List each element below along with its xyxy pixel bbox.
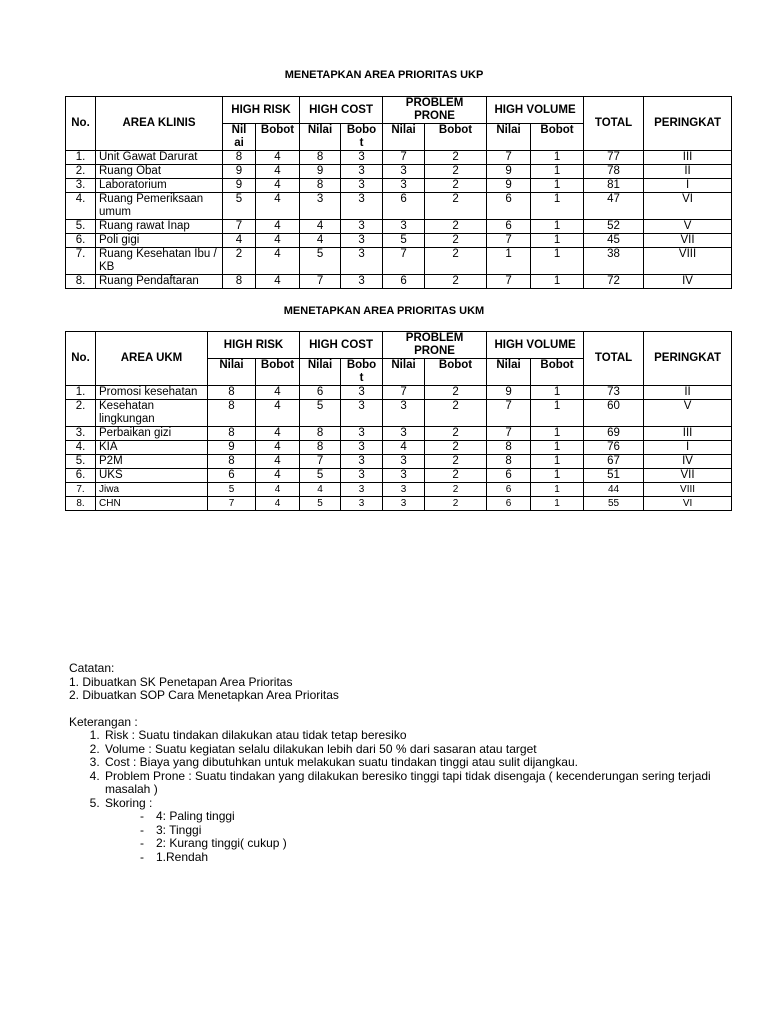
row-high-risk-nilai: 4 <box>223 234 256 248</box>
row-peringkat: IV <box>644 275 732 289</box>
row-high-cost-nilai: 8 <box>300 179 341 193</box>
row-number: 1. <box>66 151 96 165</box>
ukm-header-high-volume: HIGH VOLUME <box>487 332 584 359</box>
ukm-subheader-bobot: Bobot <box>425 359 487 386</box>
keterangan-label: Keterangan : <box>69 714 138 729</box>
row-high-cost-bobot: 3 <box>341 193 383 220</box>
ukp-table-row <box>66 193 732 220</box>
row-high-cost-nilai: 5 <box>300 400 341 427</box>
row-problem-prone-nilai: 3 <box>383 220 425 234</box>
row-total: 45 <box>584 234 644 248</box>
row-high-risk-bobot: 4 <box>256 483 300 497</box>
row-high-volume-bobot: 1 <box>531 455 584 469</box>
ukp-header-peringkat: PERINGKAT <box>644 97 732 151</box>
row-peringkat: II <box>644 386 732 400</box>
row-total: 81 <box>584 179 644 193</box>
row-high-cost-bobot: 3 <box>341 386 383 400</box>
row-high-volume-bobot: 1 <box>531 193 584 220</box>
ukp-table-row <box>66 234 732 248</box>
row-peringkat: IV <box>644 455 732 469</box>
row-number: 8. <box>66 275 96 289</box>
row-high-cost-bobot: 3 <box>341 483 383 497</box>
row-problem-prone-nilai: 3 <box>383 165 425 179</box>
row-high-cost-bobot: 3 <box>341 400 383 427</box>
row-high-risk-nilai: 7 <box>223 220 256 234</box>
row-problem-prone-nilai: 6 <box>383 275 425 289</box>
row-number: 8. <box>66 497 96 511</box>
ukm-table-row <box>66 441 732 455</box>
row-high-cost-nilai: 5 <box>300 497 341 511</box>
row-high-risk-bobot: 4 <box>256 220 300 234</box>
row-peringkat: II <box>644 165 732 179</box>
row-problem-prone-nilai: 3 <box>383 400 425 427</box>
row-peringkat: VII <box>644 234 732 248</box>
row-number: 6. <box>66 469 96 483</box>
row-number: 5. <box>66 455 96 469</box>
row-area-name: Laboratorium <box>96 179 223 193</box>
row-high-cost-bobot: 3 <box>341 179 383 193</box>
row-number: 4. <box>66 193 96 220</box>
ukm-table-row <box>66 455 732 469</box>
row-high-risk-bobot: 4 <box>256 165 300 179</box>
row-high-risk-bobot: 4 <box>256 275 300 289</box>
row-total: 77 <box>584 151 644 165</box>
row-total: 69 <box>584 427 644 441</box>
row-problem-prone-bobot: 2 <box>425 469 487 483</box>
row-high-risk-bobot: 4 <box>256 193 300 220</box>
row-high-volume-nilai: 7 <box>487 151 531 165</box>
row-high-risk-nilai: 5 <box>208 483 256 497</box>
row-high-volume-nilai: 9 <box>487 386 531 400</box>
ukp-subheader-bobot: Bobo t <box>341 124 383 151</box>
row-high-cost-nilai: 3 <box>300 193 341 220</box>
ukp-table <box>65 96 732 289</box>
ukm-title: MENETAPKAN AREA PRIORITAS UKM <box>283 305 485 317</box>
row-problem-prone-nilai: 7 <box>383 248 425 275</box>
row-total: 44 <box>584 483 644 497</box>
row-problem-prone-nilai: 3 <box>383 179 425 193</box>
ukm-subheader-bobot: Bobot <box>531 359 584 386</box>
row-high-cost-nilai: 5 <box>300 469 341 483</box>
row-area-name: Perbaikan gizi <box>96 427 208 441</box>
row-problem-prone-bobot: 2 <box>425 455 487 469</box>
row-high-volume-bobot: 1 <box>531 234 584 248</box>
row-high-risk-bobot: 4 <box>256 469 300 483</box>
row-high-volume-bobot: 1 <box>531 165 584 179</box>
ukp-header-area: AREA KLINIS <box>96 97 223 151</box>
row-peringkat: I <box>644 441 732 455</box>
ukm-table-row <box>66 469 732 483</box>
row-area-name: Ruang Kesehatan Ibu / KB <box>96 248 223 275</box>
row-high-volume-bobot: 1 <box>531 441 584 455</box>
row-high-cost-bobot: 3 <box>341 151 383 165</box>
row-peringkat: V <box>644 400 732 427</box>
ukm-header-peringkat: PERINGKAT <box>644 332 732 386</box>
ukp-subheader-nilai: Nilai <box>300 124 341 151</box>
ukp-header-high-risk: HIGH RISK <box>223 97 300 124</box>
ukm-subheader-nilai: Nilai <box>383 359 425 386</box>
row-high-volume-bobot: 1 <box>531 275 584 289</box>
row-high-risk-nilai: 8 <box>208 455 256 469</box>
row-total: 73 <box>584 386 644 400</box>
ukp-table-row <box>66 220 732 234</box>
row-peringkat: III <box>644 427 732 441</box>
row-high-volume-nilai: 9 <box>487 179 531 193</box>
ukp-header-high-volume: HIGH VOLUME <box>487 97 584 124</box>
row-total: 52 <box>584 220 644 234</box>
row-area-name: Ruang rawat Inap <box>96 220 223 234</box>
row-high-cost-bobot: 3 <box>341 455 383 469</box>
row-high-risk-nilai: 2 <box>223 248 256 275</box>
row-high-cost-nilai: 4 <box>300 220 341 234</box>
row-high-cost-bobot: 3 <box>341 497 383 511</box>
row-high-risk-nilai: 9 <box>223 165 256 179</box>
row-high-cost-bobot: 3 <box>341 165 383 179</box>
ukm-subheader-bobot: Bobo t <box>341 359 383 386</box>
ukm-subheader-nilai: Nilai <box>208 359 256 386</box>
ukm-header-high-risk: HIGH RISK <box>208 332 300 359</box>
row-high-volume-bobot: 1 <box>531 248 584 275</box>
row-problem-prone-nilai: 6 <box>383 193 425 220</box>
row-high-volume-bobot: 1 <box>531 386 584 400</box>
row-area-name: Promosi kesehatan <box>96 386 208 400</box>
row-area-name: Ruang Obat <box>96 165 223 179</box>
ukp-header-no: No. <box>66 97 96 151</box>
skoring-item: - 2: Kurang tinggi( cukup ) <box>140 837 749 851</box>
row-problem-prone-bobot: 2 <box>425 427 487 441</box>
row-high-risk-nilai: 8 <box>208 386 256 400</box>
row-high-risk-nilai: 7 <box>208 497 256 511</box>
row-high-risk-nilai: 8 <box>208 400 256 427</box>
row-area-name: Poli gigi <box>96 234 223 248</box>
ukm-subheader-nilai: Nilai <box>300 359 341 386</box>
ukm-table-row <box>66 427 732 441</box>
row-high-cost-bobot: 3 <box>341 220 383 234</box>
row-problem-prone-bobot: 2 <box>425 497 487 511</box>
row-area-name: KIA <box>96 441 208 455</box>
ukp-subheader-nilai: Nil ai <box>223 124 256 151</box>
row-problem-prone-nilai: 7 <box>383 386 425 400</box>
row-number: 7. <box>66 483 96 497</box>
row-problem-prone-bobot: 2 <box>425 441 487 455</box>
row-high-cost-nilai: 8 <box>300 427 341 441</box>
row-high-cost-bobot: 3 <box>341 234 383 248</box>
row-high-cost-nilai: 9 <box>300 165 341 179</box>
row-problem-prone-nilai: 3 <box>383 497 425 511</box>
row-high-risk-bobot: 4 <box>256 400 300 427</box>
row-high-volume-nilai: 6 <box>487 193 531 220</box>
row-number: 3. <box>66 179 96 193</box>
ukp-table-row <box>66 275 732 289</box>
ukm-table-row <box>66 483 732 497</box>
ukm-table-row <box>66 497 732 511</box>
row-high-cost-bobot: 3 <box>341 248 383 275</box>
row-problem-prone-bobot: 2 <box>425 179 487 193</box>
row-total: 67 <box>584 455 644 469</box>
row-high-risk-nilai: 9 <box>208 441 256 455</box>
row-problem-prone-bobot: 2 <box>425 275 487 289</box>
row-problem-prone-nilai: 3 <box>383 427 425 441</box>
row-problem-prone-bobot: 2 <box>425 483 487 497</box>
row-high-risk-bobot: 4 <box>256 234 300 248</box>
ukp-header-problem-prone: PROBLEM PRONE <box>383 97 487 124</box>
row-total: 60 <box>584 400 644 427</box>
row-area-name: Kesehatan lingkungan <box>96 400 208 427</box>
row-area-name: CHN <box>96 497 208 511</box>
keterangan-item: 1. Risk : Suatu tindakan dilakukan atau tidak tetap beresiko <box>103 729 749 743</box>
row-high-cost-nilai: 6 <box>300 386 341 400</box>
row-high-volume-nilai: 7 <box>487 400 531 427</box>
ukp-table-row <box>66 179 732 193</box>
ukm-header-high-cost: HIGH COST <box>300 332 383 359</box>
skoring-item: - 4: Paling tinggi <box>140 810 749 824</box>
row-total: 78 <box>584 165 644 179</box>
row-area-name: Jiwa <box>96 483 208 497</box>
row-high-volume-nilai: 1 <box>487 248 531 275</box>
row-problem-prone-bobot: 2 <box>425 193 487 220</box>
keterangan-item: 2. Volume : Suatu kegiatan selalu dilakukan lebih dari 50 % dari sasaran atau target <box>103 743 749 757</box>
row-problem-prone-bobot: 2 <box>425 165 487 179</box>
row-problem-prone-nilai: 7 <box>383 151 425 165</box>
row-total: 76 <box>584 441 644 455</box>
ukp-subheader-bobot: Bobot <box>256 124 300 151</box>
row-peringkat: VII <box>644 469 732 483</box>
keterangan-item: 4. Problem Prone : Suatu tindakan yang dilakukan beresiko tinggi tapi tidak disengaja ( kecenderungan sering terjadi masalah ) <box>103 770 749 797</box>
row-high-cost-nilai: 8 <box>300 441 341 455</box>
ukm-table-row <box>66 400 732 427</box>
row-high-volume-bobot: 1 <box>531 220 584 234</box>
ukp-header-high-cost: HIGH COST <box>300 97 383 124</box>
row-problem-prone-nilai: 3 <box>383 469 425 483</box>
row-high-cost-bobot: 3 <box>341 441 383 455</box>
ukp-subheader-bobot: Bobot <box>531 124 584 151</box>
ukp-title: MENETAPKAN AREA PRIORITAS UKP <box>284 69 484 81</box>
ukp-table-row <box>66 151 732 165</box>
ukm-header-row <box>66 332 732 359</box>
row-high-volume-nilai: 8 <box>487 455 531 469</box>
row-high-risk-nilai: 8 <box>208 427 256 441</box>
row-peringkat: I <box>644 179 732 193</box>
ukm-header-no: No. <box>66 332 96 386</box>
catatan-label: Catatan: <box>69 661 115 675</box>
row-peringkat: VIII <box>644 248 732 275</box>
row-high-volume-bobot: 1 <box>531 497 584 511</box>
row-number: 2. <box>66 400 96 427</box>
row-high-risk-bobot: 4 <box>256 151 300 165</box>
row-total: 38 <box>584 248 644 275</box>
row-number: 5. <box>66 220 96 234</box>
ukm-subheader-bobot: Bobot <box>256 359 300 386</box>
row-total: 72 <box>584 275 644 289</box>
row-high-volume-bobot: 1 <box>531 483 584 497</box>
row-number: 2. <box>66 165 96 179</box>
ukm-table <box>65 331 732 511</box>
row-peringkat: VI <box>644 497 732 511</box>
ukp-header-row <box>66 97 732 124</box>
row-high-cost-nilai: 8 <box>300 151 341 165</box>
row-high-risk-nilai: 5 <box>223 193 256 220</box>
catatan-item: 1. Dibuatkan SK Penetapan Area Prioritas <box>69 674 293 689</box>
row-number: 3. <box>66 427 96 441</box>
skoring-item: - 3: Tinggi <box>140 824 749 838</box>
row-high-cost-bobot: 3 <box>341 469 383 483</box>
row-high-cost-nilai: 7 <box>300 455 341 469</box>
row-high-volume-nilai: 6 <box>487 497 531 511</box>
ukp-subheader-nilai: Nilai <box>487 124 531 151</box>
row-number: 6. <box>66 234 96 248</box>
row-problem-prone-bobot: 2 <box>425 386 487 400</box>
row-area-name: Unit Gawat Darurat <box>96 151 223 165</box>
row-number: 1. <box>66 386 96 400</box>
row-high-risk-nilai: 9 <box>223 179 256 193</box>
row-high-risk-nilai: 8 <box>223 275 256 289</box>
row-peringkat: V <box>644 220 732 234</box>
row-high-volume-nilai: 6 <box>487 483 531 497</box>
ukm-table-row <box>66 386 732 400</box>
row-problem-prone-nilai: 3 <box>383 455 425 469</box>
ukm-header-problem-prone: PROBLEM PRONE <box>383 332 487 359</box>
row-high-volume-nilai: 9 <box>487 165 531 179</box>
row-high-risk-bobot: 4 <box>256 455 300 469</box>
row-high-risk-bobot: 4 <box>256 248 300 275</box>
row-high-cost-nilai: 4 <box>300 234 341 248</box>
ukp-header-total: TOTAL <box>584 97 644 151</box>
row-high-risk-bobot: 4 <box>256 441 300 455</box>
ukm-header-total: TOTAL <box>584 332 644 386</box>
row-area-name: P2M <box>96 455 208 469</box>
row-high-volume-bobot: 1 <box>531 179 584 193</box>
row-high-volume-bobot: 1 <box>531 469 584 483</box>
row-high-volume-bobot: 1 <box>531 427 584 441</box>
row-high-volume-bobot: 1 <box>531 151 584 165</box>
row-problem-prone-nilai: 3 <box>383 483 425 497</box>
keterangan-item: 5. Skoring : <box>103 797 749 811</box>
ukp-subheader-bobot: Bobot <box>425 124 487 151</box>
row-high-risk-bobot: 4 <box>256 179 300 193</box>
row-total: 47 <box>584 193 644 220</box>
ukm-subheader-nilai: Nilai <box>487 359 531 386</box>
row-high-risk-bobot: 4 <box>256 497 300 511</box>
row-high-cost-bobot: 3 <box>341 275 383 289</box>
row-peringkat: III <box>644 151 732 165</box>
row-high-volume-nilai: 7 <box>487 275 531 289</box>
row-total: 51 <box>584 469 644 483</box>
ukp-subheader-nilai: Nilai <box>383 124 425 151</box>
row-problem-prone-bobot: 2 <box>425 234 487 248</box>
ukp-table-row <box>66 248 732 275</box>
row-high-volume-nilai: 6 <box>487 220 531 234</box>
row-high-risk-nilai: 8 <box>223 151 256 165</box>
ukp-table-row <box>66 165 732 179</box>
skoring-item: - 1.Rendah <box>140 851 749 865</box>
row-problem-prone-nilai: 4 <box>383 441 425 455</box>
row-problem-prone-bobot: 2 <box>425 248 487 275</box>
row-problem-prone-bobot: 2 <box>425 220 487 234</box>
row-number: 7. <box>66 248 96 275</box>
ukm-header-area: AREA UKM <box>96 332 208 386</box>
row-area-name: Ruang Pemeriksaan umum <box>96 193 223 220</box>
row-high-volume-nilai: 6 <box>487 469 531 483</box>
row-peringkat: VI <box>644 193 732 220</box>
notes-section <box>69 662 749 864</box>
keterangan-list <box>69 729 749 810</box>
catatan-item: 2. Dibuatkan SOP Cara Menetapkan Area Prioritas <box>69 688 339 702</box>
skoring-list <box>69 810 749 864</box>
keterangan-item: 3. Cost : Biaya yang dibutuhkan untuk melakukan suatu tindakan tinggi atau sulit dijangkau. <box>103 756 749 770</box>
row-high-risk-bobot: 4 <box>256 427 300 441</box>
row-high-volume-nilai: 7 <box>487 234 531 248</box>
row-area-name: UKS <box>96 469 208 483</box>
row-high-cost-bobot: 3 <box>341 427 383 441</box>
row-area-name: Ruang Pendaftaran <box>96 275 223 289</box>
row-high-volume-bobot: 1 <box>531 400 584 427</box>
row-problem-prone-nilai: 5 <box>383 234 425 248</box>
row-problem-prone-bobot: 2 <box>425 400 487 427</box>
row-high-cost-nilai: 7 <box>300 275 341 289</box>
row-high-cost-nilai: 4 <box>300 483 341 497</box>
row-high-volume-nilai: 8 <box>487 441 531 455</box>
row-high-cost-nilai: 5 <box>300 248 341 275</box>
row-high-risk-nilai: 6 <box>208 469 256 483</box>
row-high-volume-nilai: 7 <box>487 427 531 441</box>
row-total: 55 <box>584 497 644 511</box>
row-peringkat: VIII <box>644 483 732 497</box>
row-number: 4. <box>66 441 96 455</box>
row-high-risk-bobot: 4 <box>256 386 300 400</box>
row-problem-prone-bobot: 2 <box>425 151 487 165</box>
